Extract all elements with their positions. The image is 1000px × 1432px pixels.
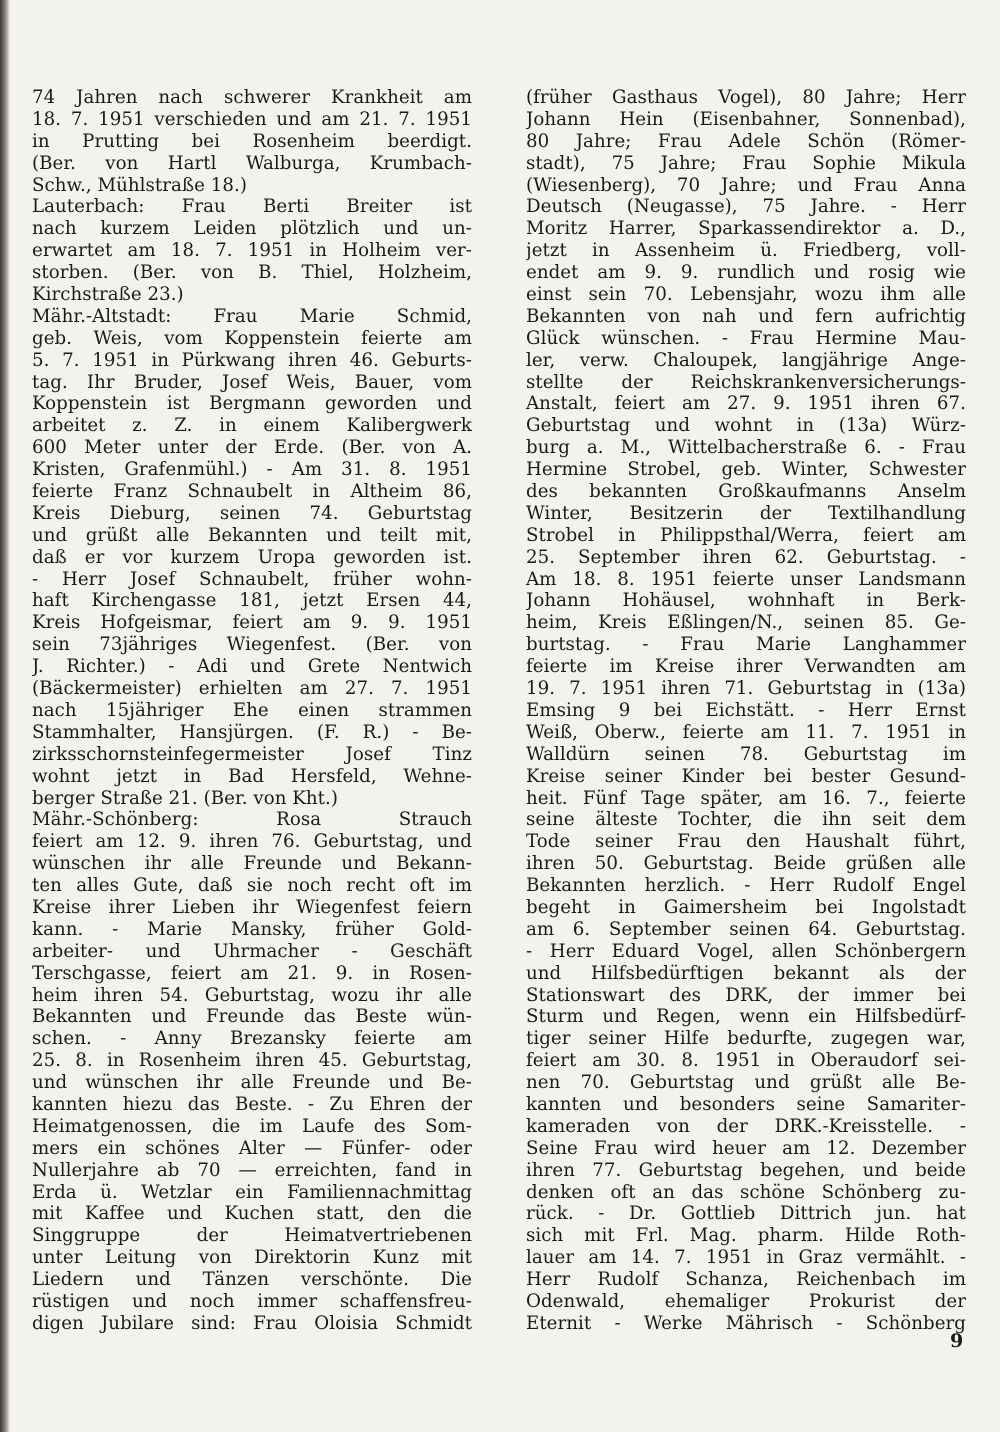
left-column-line: Erda ü. Wetzlar ein Familiennachmittag <box>32 1181 472 1203</box>
right-column-line: Geburtstag und wohnt in (13a) Würz- <box>526 415 966 437</box>
right-column-line: jetzt in Assenheim ü. Friedberg, voll- <box>526 240 966 262</box>
right-column-line: Emsing 9 bei Eichstätt. - Herr Ernst <box>526 699 966 721</box>
left-column-line: Nullerjahre ab 70 — erreichten, fand in <box>32 1159 472 1181</box>
left-text-column <box>32 87 472 1335</box>
right-column-line: Sturm und Regen, wenn ein Hilfsbedürf- <box>526 1006 966 1028</box>
right-column-line: begeht in Gaimersheim bei Ingolstadt <box>526 896 966 918</box>
left-column-line: nach 15jähriger Ehe einen strammen <box>32 699 472 721</box>
left-column-line: daß er vor kurzem Uropa geworden ist. <box>32 546 472 568</box>
right-column-line: Seine Frau wird heuer am 12. Dezember <box>526 1137 966 1159</box>
left-column-line: wünschen ihr alle Freunde und Bekann- <box>32 853 472 875</box>
left-column-line: Bekannten und Freunde das Beste wün- <box>32 1006 472 1028</box>
right-column-line: kannten und besonders seine Samariter- <box>526 1093 966 1115</box>
left-column-line: (Bäckermeister) erhielten am 27. 7. 1951 <box>32 678 472 700</box>
right-column-line: Odenwald, ehemaliger Prokurist der <box>526 1290 966 1312</box>
right-column-line: stadt), 75 Jahre; Frau Sophie Mikula <box>526 152 966 174</box>
right-column-line: kameraden von der DRK.-Kreisstelle. - <box>526 1115 966 1137</box>
right-column-line: Hermine Strobel, geb. Winter, Schwester <box>526 459 966 481</box>
page-edge-shadow <box>0 0 10 1432</box>
left-column-line: 600 Meter unter der Erde. (Ber. von A. <box>32 437 472 459</box>
right-column-line: ihren 77. Geburtstag begehen, und beide <box>526 1159 966 1181</box>
left-column-line: Singgruppe der Heimatvertriebenen <box>32 1225 472 1247</box>
right-column-line: heim, Kreis Eßlingen/N., seinen 85. Ge- <box>526 612 966 634</box>
left-column-line: digen Jubilare sind: Frau Oloisia Schmidt <box>32 1312 472 1334</box>
left-column-line: in Prutting bei Rosenheim beerdigt. <box>32 130 472 152</box>
left-column-line: 18. 7. 1951 verschieden und am 21. 7. 1951 <box>32 108 472 130</box>
right-column-line: Herr Rudolf Schanza, Reichenbach im <box>526 1269 966 1291</box>
right-column-line: ihren 50. Geburtstag. Beide grüßen alle <box>526 853 966 875</box>
right-column-line: endet am 9. 9. rundlich und rosig wie <box>526 262 966 284</box>
left-column-line: - Herr Josef Schnaubelt, früher wohn- <box>32 568 472 590</box>
right-column-line: Winter, Besitzerin der Textilhandlung <box>526 502 966 524</box>
right-column-line: ler, verw. Chaloupek, langjährige Ange- <box>526 349 966 371</box>
left-column-line: geb. Weis, vom Koppenstein feierte am <box>32 327 472 349</box>
right-column-line: burtstag. - Frau Marie Langhammer <box>526 634 966 656</box>
right-column-line: - Herr Eduard Vogel, allen Schönbergern <box>526 940 966 962</box>
left-column-line: wohnt jetzt in Bad Hersfeld, Wehne- <box>32 765 472 787</box>
left-column-line: erwartet am 18. 7. 1951 in Holheim ver- <box>32 240 472 262</box>
right-column-line: Eternit - Werke Mährisch - Schönberg <box>526 1312 966 1334</box>
right-column-line: 25. September ihren 62. Geburtstag. - <box>526 546 966 568</box>
right-column-line: Tode seiner Frau den Haushalt führt, <box>526 831 966 853</box>
right-column-line: des bekannten Großkaufmanns Anselm <box>526 481 966 503</box>
left-column-line: 5. 7. 1951 in Pürkwang ihren 46. Geburts- <box>32 349 472 371</box>
left-column-line: Heimatgenossen, die im Laufe des Som- <box>32 1115 472 1137</box>
right-column-line: feierte im Kreise ihrer Verwandten am <box>526 656 966 678</box>
right-column-line: (Wiesenberg), 70 Jahre; und Frau Anna <box>526 174 966 196</box>
left-column-line: berger Straße 21. (Ber. von Kht.) <box>32 787 339 809</box>
right-column-line: 19. 7. 1951 ihren 71. Geburtstag in (13a) <box>526 678 966 700</box>
right-column-line: Strobel in Philippsthal/Werra, feiert am <box>526 524 966 546</box>
left-column-line: Liedern und Tänzen verschönte. Die <box>32 1269 472 1291</box>
left-column-line: Kreis Hofgeismar, feiert am 9. 9. 1951 <box>32 612 472 634</box>
right-column-line: nen 70. Geburtstag und grüßt alle Be- <box>526 1072 966 1094</box>
right-column-line: lauer am 14. 7. 1951 in Graz vermählt. - <box>526 1247 966 1269</box>
right-column-line: Glück wünschen. - Frau Hermine Mau- <box>526 327 966 349</box>
left-column-line: tag. Ihr Bruder, Josef Weis, Bauer, vom <box>32 371 472 393</box>
left-column-line: Stammhalter, Hansjürgen. (F. R.) - Be- <box>32 721 472 743</box>
right-column-line: seine älteste Tochter, die ihn seit dem <box>526 809 966 831</box>
left-column-line: 25. 8. in Rosenheim ihren 45. Geburtstag, <box>32 1050 472 1072</box>
left-column-line: ten alles Gute, daß sie noch recht oft im <box>32 875 472 897</box>
left-column-line: arbeitet z. Z. in einem Kalibergwerk <box>32 415 472 437</box>
left-column-line: Mähr.-Altstadt: Frau Marie Schmid, <box>32 305 472 327</box>
left-column-line: Terschgasse, feiert am 21. 9. in Rosen- <box>32 962 472 984</box>
left-column-line: mit Kaffee und Kuchen statt, den die <box>32 1203 472 1225</box>
left-column-line: (Ber. von Hartl Walburga, Krumbach- <box>32 152 472 174</box>
page-number: 9 <box>950 1330 964 1352</box>
left-column-line: feiert am 12. 9. ihren 76. Geburtstag, und <box>32 831 472 853</box>
left-column-line: und wünschen ihr alle Freunde und Be- <box>32 1072 472 1094</box>
left-column-line: feierte Franz Schnaubelt in Altheim 86, <box>32 481 472 503</box>
right-column-line: Anstalt, feiert am 27. 9. 1951 ihren 67. <box>526 393 966 415</box>
right-column-line: Moritz Harrer, Sparkassendirektor a. D., <box>526 218 966 240</box>
right-column-line: einst sein 70. Lebensjahr, wozu ihm alle <box>526 284 966 306</box>
right-column-line: (früher Gasthaus Vogel), 80 Jahre; Herr <box>526 87 966 108</box>
left-column-line: storben. (Ber. von B. Thiel, Holzheim, <box>32 262 472 284</box>
left-column-line: kann. - Marie Mansky, früher Gold- <box>32 918 472 940</box>
left-column-line: kannten hiezu das Beste. - Zu Ehren der <box>32 1093 472 1115</box>
right-column-line: am 6. September seinen 64. Geburtstag. <box>526 918 966 940</box>
right-column-line: Walldürn seinen 78. Geburtstag im <box>526 743 966 765</box>
right-column-line: rück. - Dr. Gottlieb Dittrich jun. hat <box>526 1203 966 1225</box>
right-column-line: sich mit Frl. Mag. pharm. Hilde Roth- <box>526 1225 966 1247</box>
right-column-line: feiert am 30. 8. 1951 in Oberaudorf sei- <box>526 1050 966 1072</box>
left-column-line: unter Leitung von Direktorin Kunz mit <box>32 1247 472 1269</box>
left-column-line: Lauterbach: Frau Berti Breiter ist <box>32 196 472 218</box>
right-column-line: stellte der Reichskrankenversicherungs- <box>526 371 966 393</box>
right-column-line: Weiß, Oberw., feierte am 11. 7. 1951 in <box>526 721 966 743</box>
right-column-line: Stationswart des DRK, der immer bei <box>526 984 966 1006</box>
right-column-line: denken oft an das schöne Schönberg zu- <box>526 1181 966 1203</box>
left-column-line: arbeiter- und Uhrmacher - Geschäft <box>32 940 472 962</box>
left-column-line: heim ihren 54. Geburtstag, wozu ihr alle <box>32 984 472 1006</box>
right-column-line: burg a. M., Wittelbacherstraße 6. - Frau <box>526 437 966 459</box>
right-column-line: und Hilfsbedürftigen bekannt als der <box>526 962 966 984</box>
left-column-line: Mähr.-Schönberg: Rosa Strauch <box>32 809 472 831</box>
left-column-line: und grüßt alle Bekannten und teilt mit, <box>32 524 472 546</box>
left-column-line: Koppenstein ist Bergmann geworden und <box>32 393 472 415</box>
right-column-line: Bekannten herzlich. - Herr Rudolf Engel <box>526 875 966 897</box>
left-column-line: haft Kirchengasse 181, jetzt Ersen 44, <box>32 590 472 612</box>
right-column-line: Johann Hein (Eisenbahner, Sonnenbad), <box>526 108 966 130</box>
right-column-line: Deutsch (Neugasse), 75 Jahre. - Herr <box>526 196 966 218</box>
left-column-line: J. Richter.) - Adi und Grete Nentwich <box>32 656 472 678</box>
right-column-line: tiger seiner Hilfe bedurfte, zugegen war, <box>526 1028 966 1050</box>
left-column-line: schen. - Anny Brezansky feierte am <box>32 1028 472 1050</box>
left-column-line: Kristen, Grafenmühl.) - Am 31. 8. 1951 <box>32 459 472 481</box>
right-column-line: Kreise seiner Kinder bei bester Gesund- <box>526 765 966 787</box>
left-column-line: rüstigen und noch immer schaffensfreu- <box>32 1290 472 1312</box>
right-column-line: heit. Fünf Tage später, am 16. 7., feierte <box>526 787 966 809</box>
left-column-line: Schw., Mühlstraße 18.) <box>32 174 247 196</box>
right-column-line: 80 Jahre; Frau Adele Schön (Römer- <box>526 130 966 152</box>
left-column-line: Kreise ihrer Lieben ihr Wiegenfest feiern <box>32 896 472 918</box>
right-text-column <box>526 87 966 1335</box>
right-column-line: Am 18. 8. 1951 feierte unser Landsmann <box>526 568 966 590</box>
left-column-line: 74 Jahren nach schwerer Krankheit am <box>32 87 472 108</box>
right-column-line: Bekannten von nah und fern aufrichtig <box>526 305 966 327</box>
left-column-line: sein 73jähriges Wiegenfest. (Ber. von <box>32 634 472 656</box>
right-column-line: Johann Hohäusel, wohnhaft in Berk- <box>526 590 966 612</box>
left-column-line: Kreis Dieburg, seinen 74. Geburtstag <box>32 502 472 524</box>
left-column-line: nach kurzem Leiden plötzlich und un- <box>32 218 472 240</box>
left-column-line: zirksschornsteinfegermeister Josef Tinz <box>32 743 472 765</box>
left-column-line: mers ein schönes Alter — Fünfer- oder <box>32 1137 472 1159</box>
left-column-line: Kirchstraße 23.) <box>32 284 184 306</box>
